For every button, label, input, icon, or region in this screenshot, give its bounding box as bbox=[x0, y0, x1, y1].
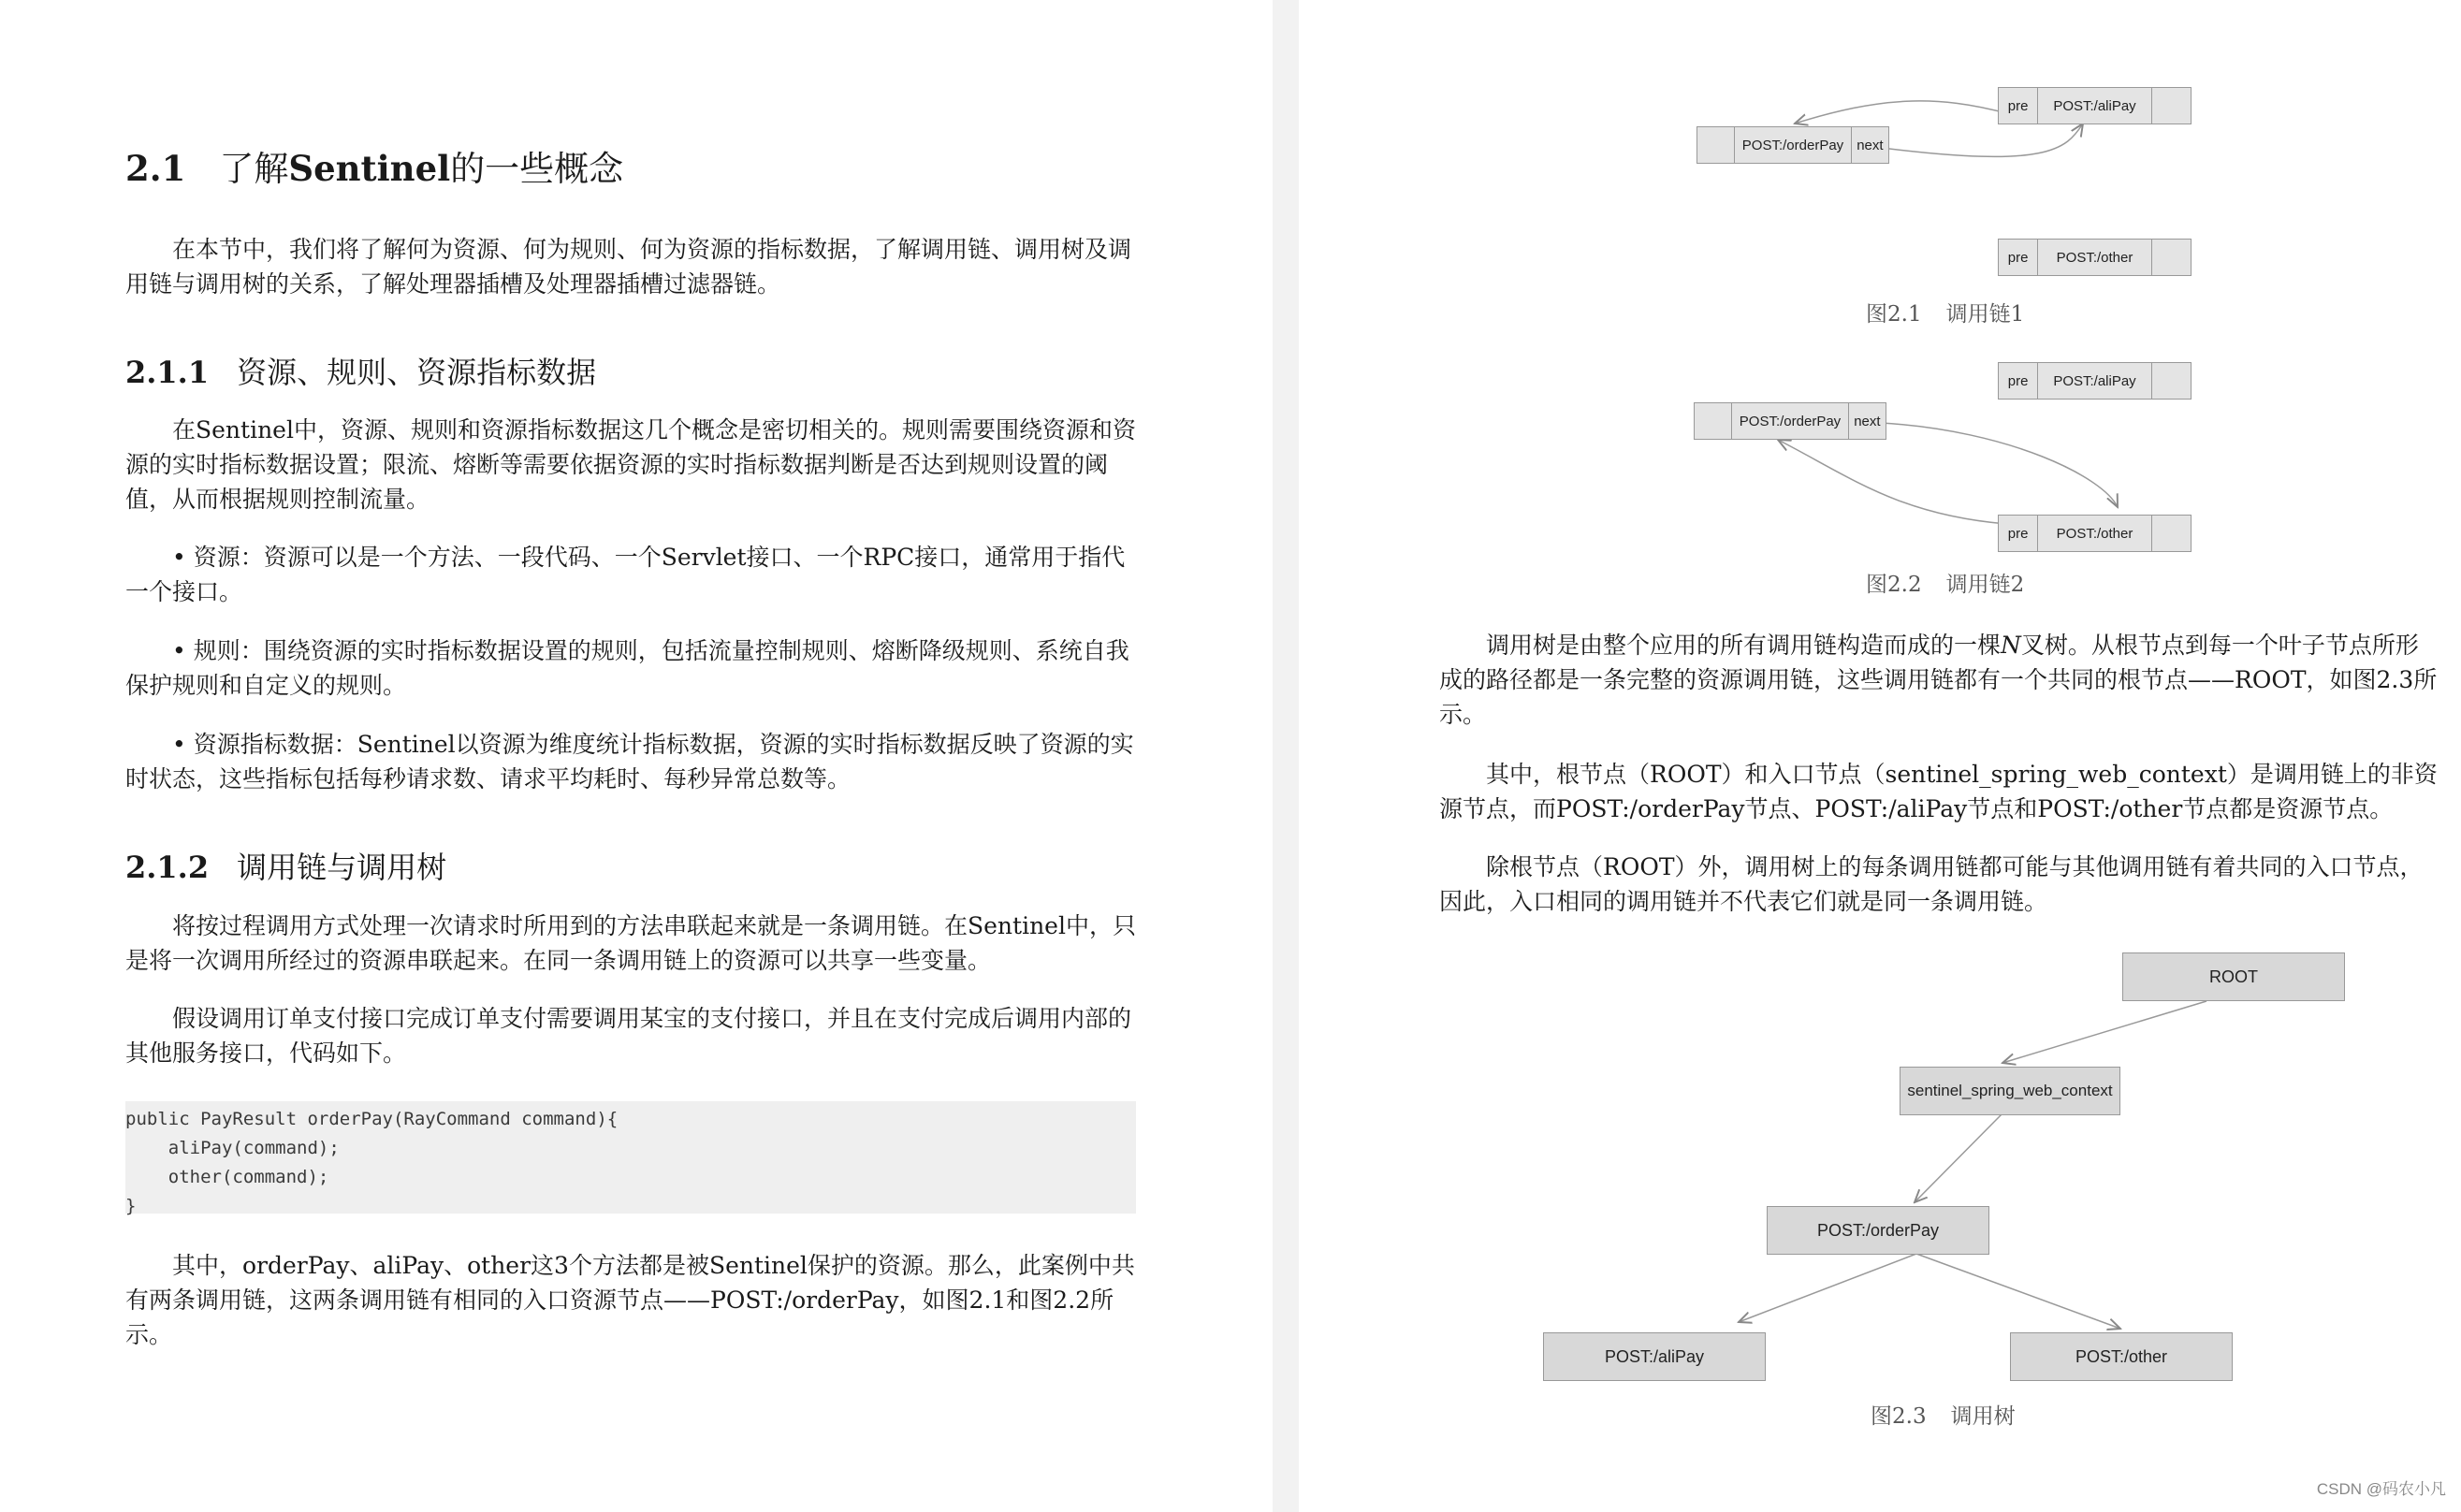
subsection-title-2: 调用链与调用树 bbox=[237, 850, 447, 885]
tree-root-node: ROOT bbox=[2122, 952, 2345, 1001]
code-line: other(command); bbox=[125, 1167, 329, 1187]
arrow-pre-to-orderpay bbox=[1795, 101, 2010, 124]
fig1-orderpay-node bbox=[1696, 126, 1889, 164]
tree-orderpay-node: POST:/orderPay bbox=[1767, 1206, 1989, 1255]
fig1-other-pre: pre bbox=[1999, 240, 2038, 275]
fig1-next-label: next bbox=[1852, 127, 1888, 163]
code-line: public PayResult orderPay(RayCommand command){ bbox=[125, 1109, 619, 1129]
arrow-next-to-alipay bbox=[1882, 124, 2083, 156]
section-title-b: Sentinel bbox=[288, 148, 451, 189]
paragraph-root-nodes: 其中，根节点（ROOT）和入口节点（sentinel_spring_web_context）是调用链上的非资源节点，而POST:/orderPay节点、POST:/aliPay节点和POST:/other节点都是资源节点。 bbox=[1439, 761, 2438, 822]
code-line: } bbox=[125, 1196, 137, 1216]
paragraph-conclusion: 其中，orderPay、aliPay、other这3个方法都是被Sentinel保护的资源。那么，此案例中共有两条调用链，这两条调用链有相同的入口资源节点——POST:/orderPay，如图2.1和图2.2所示。 bbox=[125, 1252, 1135, 1348]
fig3-caption-text: 调用树 bbox=[1950, 1404, 2016, 1429]
edge-root-to-context bbox=[2002, 1001, 2206, 1063]
section-title-c: 的一些概念 bbox=[450, 149, 624, 189]
fig1-other-label: POST:/other bbox=[2038, 240, 2152, 275]
subsection-heading-2 bbox=[125, 844, 446, 887]
fig2-alipay-pre: pre bbox=[1999, 363, 2038, 399]
bullet-item: • 资源指标数据：Sentinel以资源为维度统计指标数据，资源的实时指标数据反映了资源的实时状态，这些指标包括每秒请求数、请求平均耗时、每秒异常总数等。 bbox=[125, 731, 1134, 792]
code-block bbox=[125, 1101, 1136, 1214]
edge-context-to-orderpay bbox=[1915, 1113, 2002, 1202]
bullet-item: • 规则：围绕资源的实时指标数据设置的规则，包括流量控制规则、熔断降级规则、系统自我保护规则和自定义的规则。 bbox=[125, 637, 1129, 699]
fig1-caption-text: 调用链1 bbox=[1945, 302, 2025, 327]
figure-2-2-caption bbox=[1866, 567, 2024, 598]
section-number: 2.1 bbox=[125, 148, 186, 189]
paragraph-call-chain: 将按过程调用方式处理一次请求时所用到的方法串联起来就是一条调用链。在Sentinel中，只是将一次调用所经过的资源串联起来。在同一条调用链上的资源可以共享一些变量。 bbox=[125, 912, 1136, 974]
figure-2-3-caption bbox=[1871, 1399, 2016, 1430]
fig2-other-pre: pre bbox=[1999, 516, 2038, 551]
watermark: CSDN @码农小凡 bbox=[2316, 1480, 2446, 1498]
paragraph-call-tree bbox=[1439, 628, 2439, 732]
fig2-other-node bbox=[1998, 515, 2192, 552]
subsection-number-2: 2.1.2 bbox=[125, 850, 210, 885]
fig2-alipay-node bbox=[1998, 362, 2192, 400]
call-tree-text-a: 调用树是由整个应用的所有调用链构造而成的一棵 bbox=[1486, 632, 2002, 659]
fig1-other-node bbox=[1998, 239, 2192, 276]
fig1-orderpay-label: POST:/orderPay bbox=[1735, 127, 1852, 163]
right-page bbox=[1299, 0, 2461, 1512]
fig1-alipay-node bbox=[1998, 87, 2192, 124]
fig2-alipay-label: POST:/aliPay bbox=[2038, 363, 2152, 399]
subsection-heading-1 bbox=[125, 349, 596, 392]
subsection-number-1: 2.1.1 bbox=[125, 355, 210, 390]
subsection-title-1: 资源、规则、资源指标数据 bbox=[237, 355, 597, 390]
figure-2-2-arrows bbox=[1299, 337, 2461, 561]
fig3-caption-num: 图2.3 bbox=[1871, 1404, 1927, 1429]
figure-2-1-caption bbox=[1866, 297, 2024, 327]
edge-orderpay-to-other bbox=[1916, 1254, 2120, 1329]
paragraph-entry-nodes: 除根节点（ROOT）外，调用树上的每条调用链都可能与其他调用链有着共同的入口节点，因此，入口相同的调用链并不代表它们就是同一条调用链。 bbox=[1439, 853, 2424, 915]
fig2-caption-num: 图2.2 bbox=[1866, 573, 1922, 597]
arrow-pre-to-orderpay bbox=[1778, 440, 2006, 524]
code-line: aliPay(command); bbox=[125, 1138, 340, 1158]
tree-context-node: sentinel_spring_web_context bbox=[1900, 1067, 2120, 1115]
fig2-next-label: next bbox=[1849, 403, 1886, 439]
section-heading bbox=[125, 140, 623, 191]
section-title-a: 了解 bbox=[219, 149, 289, 189]
paragraph-example: 假设调用订单支付接口完成订单支付需要调用某宝的支付接口，并且在支付完成后调用内部的其他服务接口，代码如下。 bbox=[125, 1005, 1132, 1067]
figure-2-3-edges bbox=[1299, 936, 2461, 1385]
fig1-caption-num: 图2.1 bbox=[1866, 302, 1922, 327]
tree-alipay-node: POST:/aliPay bbox=[1543, 1332, 1766, 1381]
fig2-other-label: POST:/other bbox=[2038, 516, 2152, 551]
intro-paragraph: 在本节中，我们将了解何为资源、何为规则、何为资源的指标数据，了解调用链、调用树及调用链与调用树的关系，了解处理器插槽及处理器插槽过滤器链。 bbox=[125, 236, 1132, 298]
edge-orderpay-to-alipay bbox=[1739, 1254, 1916, 1322]
arrow-next-to-other bbox=[1881, 423, 2118, 507]
fig2-orderpay-label: POST:/orderPay bbox=[1732, 403, 1849, 439]
fig1-alipay-pre: pre bbox=[1999, 88, 2038, 124]
fig2-caption-text: 调用链2 bbox=[1945, 573, 2025, 597]
call-tree-text-b: 叉树。从根节点到每一个叶子节点所形成的路径都是一条完整的资源调用链，这些调用链都有一个共同的根节点——ROOT，如图2.3所示。 bbox=[1439, 632, 2438, 728]
tree-other-node: POST:/other bbox=[2010, 1332, 2233, 1381]
call-tree-n: N bbox=[2001, 632, 2021, 659]
bullet-item: • 资源：资源可以是一个方法、一段代码、一个Servlet接口、一个RPC接口，通常用于指代一个接口。 bbox=[125, 544, 1126, 605]
fig2-orderpay-node bbox=[1694, 402, 1886, 440]
fig1-alipay-label: POST:/aliPay bbox=[2038, 88, 2152, 124]
paragraph-resources: 在Sentinel中，资源、规则和资源指标数据这几个概念是密切相关的。规则需要围绕资源和资源的实时指标数据设置；限流、熔断等需要依据资源的实时指标数据判断是否达到规则设置的阈值，从而根据规则控制流量。 bbox=[125, 416, 1136, 513]
